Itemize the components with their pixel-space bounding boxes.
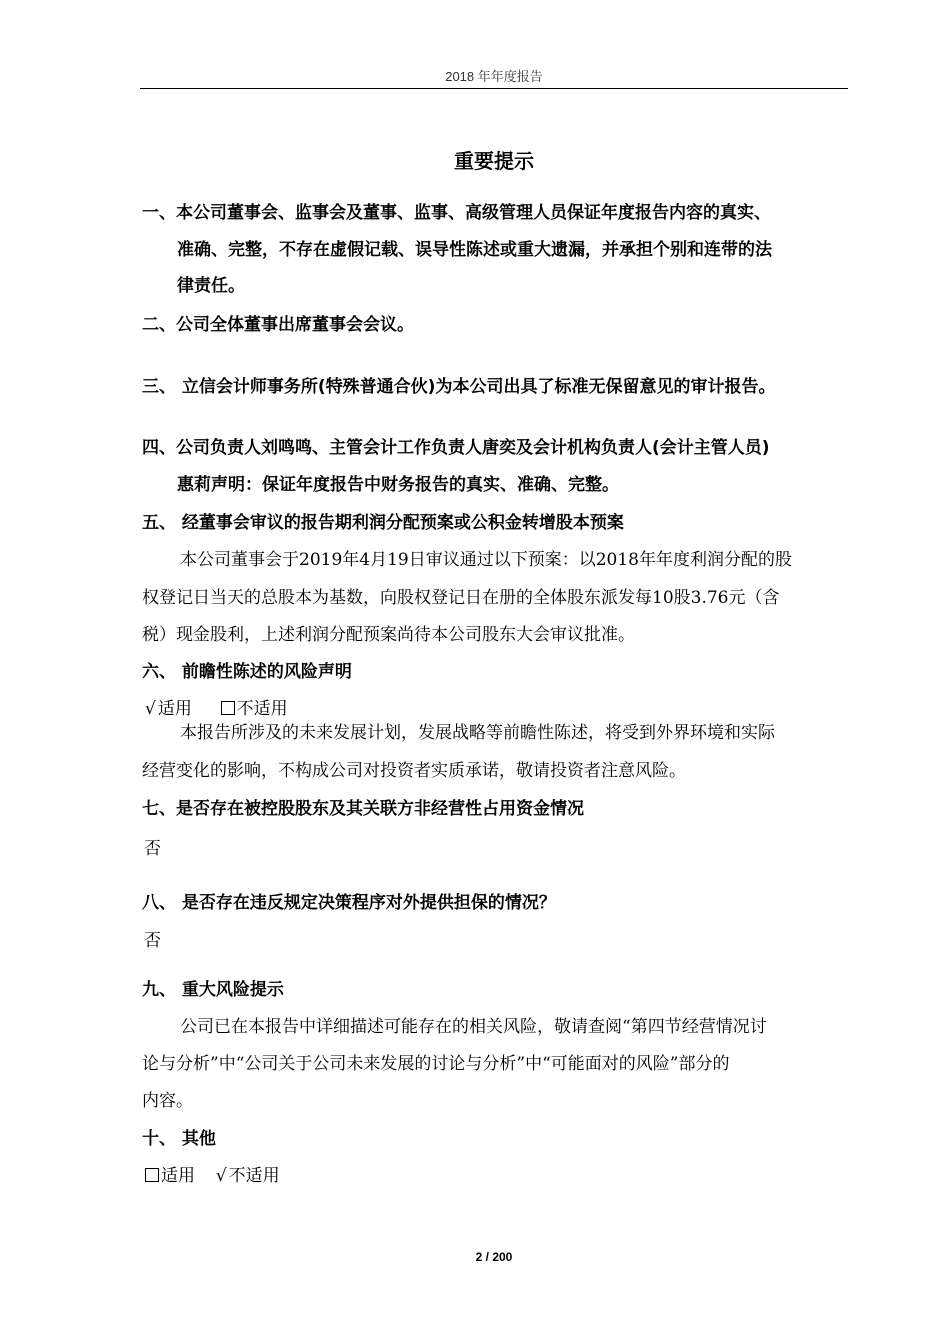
- option-applicable-label: 适用: [161, 1166, 195, 1186]
- header-divider: [140, 88, 848, 89]
- item-5-paragraph-line-3: 税）现金股利，上述利润分配预案尚待本公司股东大会审议批准。: [142, 625, 635, 645]
- check-mark-icon: √: [215, 1166, 227, 1186]
- item-5-paragraph-line-2: 权登记日当天的总股本为基数，向股权登记日在册的全体股东派发每10股3.76元（含: [142, 588, 780, 608]
- item-4-line-1: 四、公司负责人刘鸣鸣、主管会计工作负责人唐奕及会计机构负责人(会计主管人员): [142, 438, 770, 458]
- item-3: 三、 立信会计师事务所(特殊普通合伙)为本公司出具了标准无保留意见的审计报告。: [142, 377, 776, 397]
- item-5-paragraph-line-1: 本公司董事会于2019年4月19日审议通过以下预案：以2018年年度利润分配的股: [180, 550, 792, 570]
- item-1-line-1: 一、本公司董事会、监事会及董事、监事、高级管理人员保证年度报告内容的真实、: [142, 203, 771, 223]
- item-6-options: [145, 694, 288, 719]
- item-4-line-2: 惠莉声明：保证年度报告中财务报告的真实、准确、完整。: [177, 475, 619, 495]
- item-7-heading: 七、是否存在被控股股东及其关联方非经营性占用资金情况: [142, 799, 584, 819]
- item-8-heading: 八、 是否存在违反规定决策程序对外提供担保的情况？: [142, 893, 556, 913]
- page-title: 重要提示: [454, 149, 534, 173]
- option-not-applicable-label: 不适用: [236, 699, 288, 719]
- item-6-paragraph-line-2: 经营变化的影响，不构成公司对投资者实质承诺，敬请投资者注意风险。: [142, 761, 686, 781]
- item-5-heading: 五、 经董事会审议的报告期利润分配预案或公积金转增股本预案: [142, 513, 624, 533]
- empty-checkbox-icon: [221, 701, 235, 715]
- item-2: 二、公司全体董事出席董事会会议。: [142, 315, 414, 335]
- check-mark-icon: √: [145, 699, 156, 719]
- item-7-answer: 否: [144, 839, 161, 859]
- item-10-options: [145, 1161, 280, 1186]
- empty-checkbox-icon: [145, 1168, 159, 1182]
- item-1-line-3: 律责任。: [177, 276, 245, 296]
- item-6-heading: 六、 前瞻性陈述的风险声明: [142, 662, 352, 682]
- option-applicable-label: 适用: [157, 699, 192, 719]
- item-1-line-2: 准确、完整，不存在虚假记载、误导性陈述或重大遗漏，并承担个别和连带的法: [177, 240, 772, 260]
- item-9-paragraph-line-1: 公司已在本报告中详细描述可能存在的相关风险，敬请查阅“第四节经营情况讨: [180, 1017, 767, 1037]
- running-header: 2018 年年度报告: [445, 69, 543, 84]
- item-9-paragraph-line-2: 论与分析”中“公司关于公司未来发展的讨论与分析”中“可能面对的风险”部分的: [142, 1054, 730, 1074]
- item-9-paragraph-line-3: 内容。: [142, 1091, 193, 1111]
- page-number: 2 / 200: [475, 1250, 513, 1264]
- option-not-applicable-label: 不适用: [228, 1166, 280, 1186]
- item-8-answer: 否: [144, 931, 161, 951]
- item-6-paragraph-line-1: 本报告所涉及的未来发展计划，发展战略等前瞻性陈述，将受到外界环境和实际: [180, 723, 775, 743]
- item-10-heading: 十、 其他: [142, 1129, 216, 1149]
- item-9-heading: 九、 重大风险提示: [142, 980, 284, 1000]
